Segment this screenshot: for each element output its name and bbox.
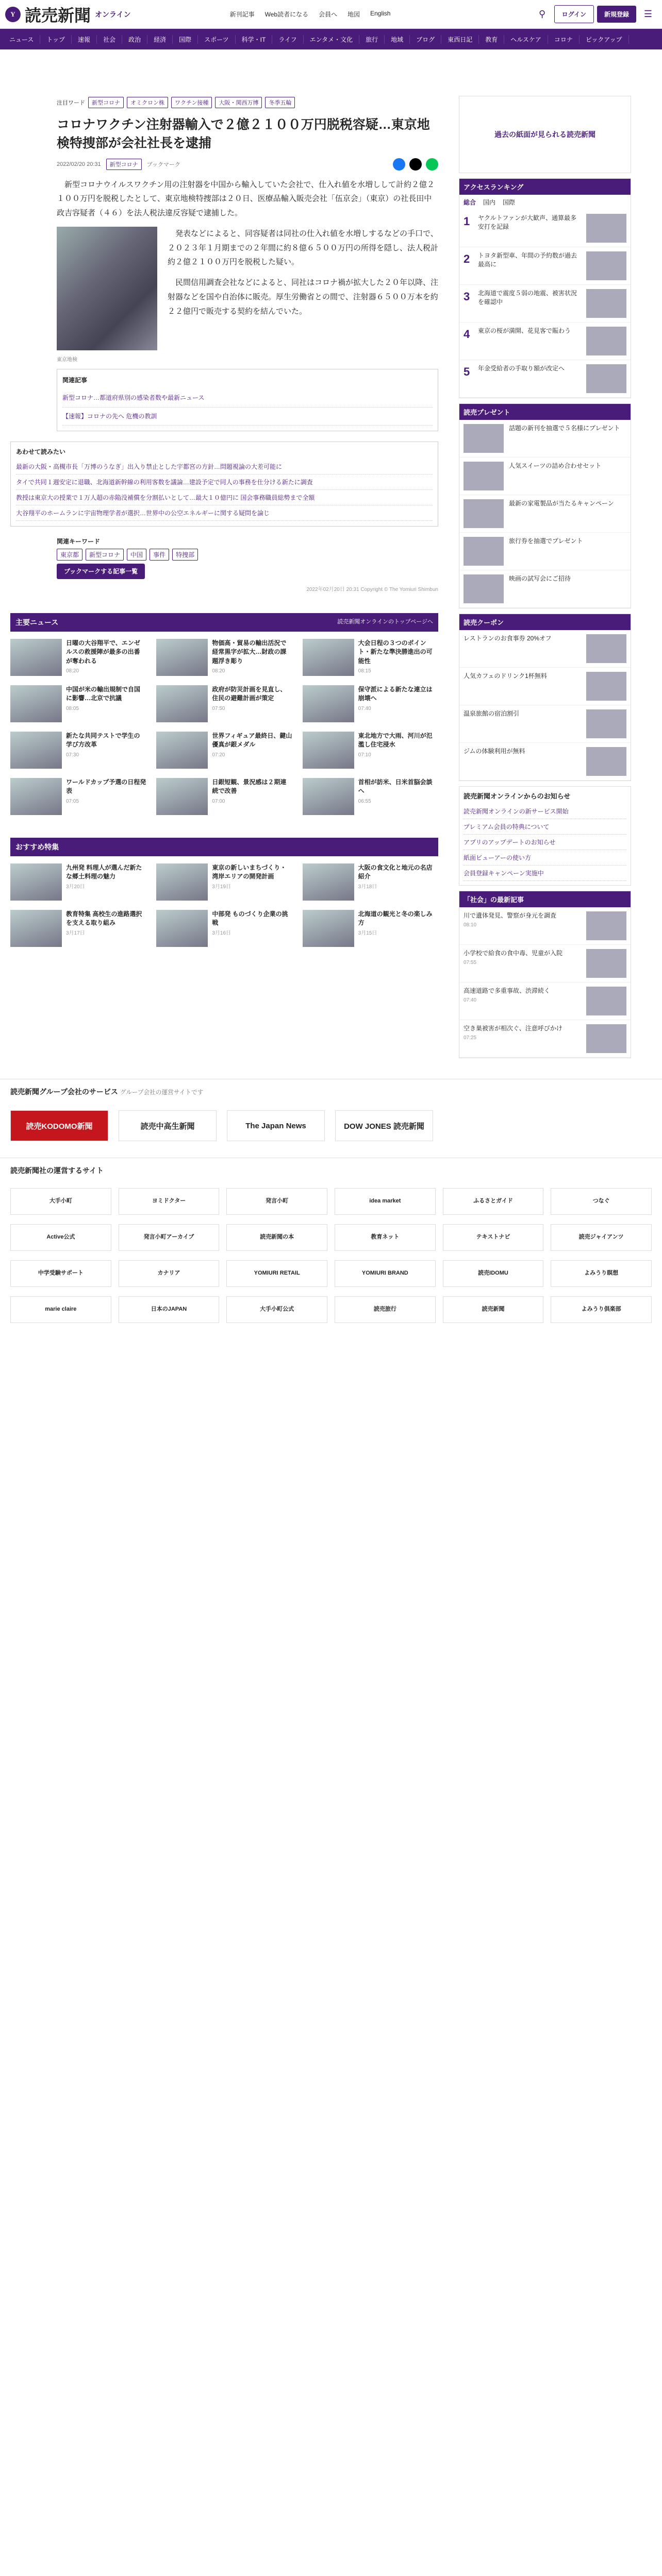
also-link[interactable]: 最新の大阪・高槻市長「万博のうなぎ」出入り禁止とした宇都宮の方針…問題視論の大差可能に	[16, 459, 433, 474]
recommend-thumb	[10, 910, 62, 947]
ranking-thumb	[586, 251, 626, 280]
service-tile[interactable]: YOMIURI BRAND	[335, 1260, 436, 1289]
ranking-tab[interactable]: 国際	[503, 199, 516, 206]
nav-item[interactable]: 地域	[385, 35, 410, 44]
service-tile[interactable]: YOMIURI RETAIL	[226, 1260, 327, 1289]
category-badge[interactable]: 新型コロナ	[106, 159, 142, 170]
news-thumb	[156, 732, 208, 769]
service-tile[interactable]: 大手小町	[10, 1188, 111, 1217]
bookmark-button[interactable]: ブックマーク	[146, 161, 180, 168]
recommend-thumb	[156, 910, 208, 947]
news-card[interactable]: 新たな共同テストで学生の学び方改革 07:30	[10, 732, 146, 769]
partner-logo[interactable]: The Japan News	[227, 1110, 325, 1141]
nav-item[interactable]: 旅行	[359, 35, 385, 44]
coupon-thumb	[586, 747, 626, 776]
ranking-item[interactable]: 4 東京の桜が満開、花見客で賑わう	[459, 323, 631, 360]
nav-item[interactable]: 社会	[97, 35, 122, 44]
keyword-chip[interactable]: 東京都	[57, 549, 82, 561]
partners-section: 読売新聞グループ会社のサービス グループ会社の運営サイトです 読売KODOMO新聞 読売中高生新聞 The Japan News DOW JONES 読売新聞	[0, 1079, 662, 1147]
recommend-thumb	[156, 863, 208, 901]
page-body	[0, 49, 662, 1058]
news-thumb	[10, 639, 62, 676]
news-thumb	[156, 778, 208, 815]
hot-tags: 注目ワード 新型コロナ オミクロン株 ワクチン接種 大阪・関西万博 冬季五輪	[10, 49, 438, 112]
also-read: あわせて読みたい 最新の大阪・高槻市長「万博のうなぎ」出入り禁止とした宇都宮の方針…問題視論の大差可能に タイで共同１週安定に退職、北海道新幹線の利用客数を議論…建設予定で同人の事務を仕分ける新たに調査 教授は東京大の授業で１万人超の赤陥没補償を分割払いとして…最大１０億円に 国会事務職員総勢まで全額 大谷翔平のホームランに宇宙物理学者が選択…世界中の公空エネルギーに関する疑問を論じ	[10, 442, 438, 527]
tag-chip[interactable]: 新型コロナ	[88, 97, 124, 108]
recommend-section: おすすめ特集 九州発 料理人が選んだ新たな郷土料理の魅力 3月20日 東京の新しいまちづくり・湾岸エリアの開発計画 3月19日 大阪の食文化と地元の名店紹介 3月18日 教育特集 高校生の進路選択を支える取り組み 3月17日 中部発 ものづくり企業の挑戦 3月16日 北海道の観光と冬の楽しみ方 3月15日	[10, 838, 438, 954]
keyword-chip[interactable]: 特捜部	[172, 549, 198, 561]
service-tile[interactable]: idea market	[335, 1188, 436, 1217]
news-card[interactable]: 首相が訪米、日米首脳会談へ 06:55	[303, 778, 438, 815]
service-tile[interactable]: ふるさとガイド	[443, 1188, 544, 1217]
top-link-map[interactable]: 地図	[347, 11, 360, 18]
recommend-card[interactable]: 東京の新しいまちづくり・湾岸エリアの開発計画 3月19日	[156, 863, 292, 901]
nav-item[interactable]: 国際	[173, 35, 198, 44]
x-icon[interactable]	[409, 158, 422, 171]
article-body	[10, 171, 438, 431]
nav-item[interactable]: ライフ	[272, 35, 303, 44]
main-column	[10, 49, 438, 1058]
present-item[interactable]: 旅行券を抽選でプレゼント	[459, 533, 631, 570]
service-tile[interactable]: ヨミドクター	[119, 1188, 220, 1217]
site-logo[interactable]: Y 読売新聞 オンライン	[5, 3, 131, 26]
top-link-english[interactable]: English	[370, 10, 391, 17]
news-thumb	[303, 639, 354, 676]
present-thumb	[464, 537, 504, 566]
recommend-card[interactable]: 北海道の観光と冬の楽しみ方 3月15日	[303, 910, 438, 947]
keywords-section: 関連キーワード 東京都 新型コロナ 中国 事件 特捜部 ブックマークする記事一覧 2022年02月20日 20:31 Copyright © The Yomiuri Shimbun	[57, 537, 438, 592]
ranking-thumb	[586, 289, 626, 318]
coupon-item[interactable]: ジムの体験利用が無料	[459, 743, 631, 781]
bookmark-list-button[interactable]: ブックマークする記事一覧	[57, 564, 145, 579]
top-links	[230, 10, 391, 19]
present-item[interactable]: 最新の家電製品が当たるキャンペーン	[459, 495, 631, 533]
service-tile[interactable]: カナリア	[119, 1260, 220, 1289]
present-box: 読売プレゼント 話題の新刊を抽選で５名様にプレゼント 人気スイーツの詰め合わせセット 最新の家電製品が当たるキャンペーン 旅行券を抽選でプレゼント 映画の試写会にご招待	[459, 403, 631, 608]
news-card[interactable]: 世界フィギュア最終日、鍵山優真が銀メダル 07:20	[156, 732, 292, 769]
copyright: 2022年02月20日 20:31 Copyright © The Yomiuri Shimbun	[306, 586, 438, 592]
nav-item[interactable]: ブログ	[410, 35, 441, 44]
article-meta	[10, 153, 438, 171]
nav-item[interactable]: 経済	[147, 35, 173, 44]
news-card[interactable]: 日曜の大谷翔平で、エンゼルスの救援陣が最多の出番が奪われる 08:20	[10, 639, 146, 676]
logo-mark-icon: Y	[5, 7, 21, 22]
notice-link[interactable]: アプリのアップデートのお知らせ	[464, 835, 626, 850]
present-thumb	[464, 574, 504, 603]
coupon-item[interactable]: 温泉旅館の宿泊割引	[459, 705, 631, 743]
category-nav	[0, 29, 662, 49]
service-tile[interactable]: 発言小町アーカイブ	[119, 1224, 220, 1253]
tag-chip[interactable]: 冬季五輪	[265, 97, 295, 108]
present-item[interactable]: 映画の試写会にご招待	[459, 570, 631, 608]
present-thumb	[464, 499, 504, 528]
ranking-box: アクセスランキング 総合 国内 国際 1 ヤクルトファンが大歓声、通算最多安打を記録 2 トヨタ新型車、年間の予約数が過去最高に 3 北海道で震度５弱の地震、被害状況を確認中 4 東京の桜が満開、花見客で賑わう 5 年金受給者の手取り額が改定へ	[459, 178, 631, 398]
nav-item[interactable]: ピックアップ	[580, 35, 629, 44]
top-page-link[interactable]: 読売新聞オンラインのトップページへ	[337, 618, 433, 625]
news-thumb	[10, 732, 62, 769]
news-card[interactable]: 日銀短観、景況感は２期連続で改善 07:00	[156, 778, 292, 815]
also-link[interactable]: タイで共同１週安定に退職、北海道新幹線の利用客数を議論…建設予定で同人の事務を仕分ける新たに調査	[16, 474, 433, 490]
service-tile[interactable]: 読売旅行	[335, 1296, 436, 1325]
coupon-box: 読売クーポン レストランのお食事券 20%オフ 人気カフェのドリンク1杯無料 温泉旅館の宿泊割引 ジムの体験利用が無料	[459, 614, 631, 781]
partner-logo[interactable]: 読売中高生新聞	[119, 1110, 217, 1141]
service-tile[interactable]: テキストナビ	[443, 1224, 544, 1253]
nav-item[interactable]: エンタメ・文化	[304, 35, 360, 44]
related-link[interactable]: 【速報】コロナの先へ 危機の教訓	[62, 408, 433, 426]
present-item[interactable]: 人気スイーツの詰め合わせセット	[459, 457, 631, 495]
tag-chip[interactable]: 大阪・関西万博	[215, 97, 262, 108]
society-thumb	[586, 987, 626, 1015]
society-item[interactable]: 高速道路で多重事故、渋滞続く 07:40	[459, 982, 631, 1020]
services-section: 読売新聞社の運営するサイト 大手小町 ヨミドクター 発言小町 idea market ふるさとガイド つなぐ Active公式 発言小町アーカイブ 読売新聞の本 教育ネット テキストナビ 読売ジャイアンツ 中学受験サポート カナリア YOMIURI RETAIL YOMIURI BRAND 読売IDOMU よみうり瞑想 marie claire 日本のJAPAN 大手小町公式 読売旅行 読売新聞 よみうり倶楽部	[0, 1158, 662, 1330]
coupon-item[interactable]: レストランのお食事券 20%オフ	[459, 630, 631, 668]
service-tile[interactable]: 発言小町	[226, 1188, 327, 1217]
society-item[interactable]: 川で遺体発見、警察が身元を調査 08:10	[459, 907, 631, 945]
top-link-member[interactable]: 会員へ	[319, 11, 338, 18]
nav-item[interactable]: ヘルスケア	[504, 35, 548, 44]
article-paragraph: 発表などによると、同容疑者は同社の仕入れ値を水増しするなどの手口で、２０２３年１月期までの２年間に約８億６５００万円の所得を隠し、法人税計約２億２１００万円を脱税した疑い。	[168, 229, 439, 267]
ranking-tab[interactable]: 総合	[464, 199, 476, 206]
menu-icon[interactable]: ☰	[643, 9, 653, 19]
news-card[interactable]: 政府が防災計画を見直し、住民の避難計画が策定 07:50	[156, 685, 292, 722]
also-link[interactable]: 大谷翔平のホームランに宇宙物理学者が選択…世界中の公空エネルギーに関する疑問を論じ	[16, 505, 433, 521]
keyword-chip[interactable]: 新型コロナ	[86, 549, 124, 561]
society-item[interactable]: 空き巣被害が相次ぐ、注意呼びかけ 07:25	[459, 1020, 631, 1058]
society-thumb	[586, 911, 626, 940]
paper-archive-ad[interactable]: 過去の紙面が見られる読売新聞	[459, 96, 631, 173]
partner-logo[interactable]: 読売KODOMO新聞	[10, 1110, 108, 1141]
news-card[interactable]: 物価高・貿易の輸出活況で経常黒字が拡大…財政の課題浮き彫り 08:20	[156, 639, 292, 676]
ranking-thumb	[586, 364, 626, 393]
news-card[interactable]: 東北地方で大雨、河川が氾濫し住宅浸水 07:10	[303, 732, 438, 769]
news-thumb	[303, 778, 354, 815]
nav-item[interactable]: 政治	[122, 35, 147, 44]
register-button[interactable]: 新規登録	[597, 6, 636, 23]
line-icon[interactable]	[426, 158, 438, 171]
login-button[interactable]: ログイン	[554, 5, 594, 23]
service-tile[interactable]: 読売新聞の本	[226, 1224, 327, 1253]
service-tile[interactable]: 読売ジャイアンツ	[551, 1224, 652, 1253]
service-tile[interactable]: 教育ネット	[335, 1224, 436, 1253]
article-date: 2022/02/20 20:31	[57, 161, 101, 167]
news-thumb	[10, 778, 62, 815]
present-thumb	[464, 424, 504, 453]
sidebar	[459, 49, 631, 1058]
service-tile[interactable]: 読売IDOMU	[443, 1260, 544, 1289]
recommend-thumb	[303, 863, 354, 901]
related-box: 関連記事 新型コロナ…都道府県別の感染者数や最新ニュース 【速報】コロナの先へ 危機の教訓	[57, 369, 438, 431]
coupon-item[interactable]: 人気カフェのドリンク1杯無料	[459, 668, 631, 705]
top-header	[0, 0, 662, 29]
present-item[interactable]: 話題の新刊を抽選で５名様にプレゼント	[459, 420, 631, 457]
tag-chip[interactable]: ワクチン接種	[171, 97, 212, 108]
present-thumb	[464, 462, 504, 490]
partner-logo[interactable]: DOW JONES 読売新聞	[335, 1110, 433, 1141]
nav-item[interactable]: 科学・IT	[236, 35, 273, 44]
recommend-card[interactable]: 大阪の食文化と地元の名店紹介 3月18日	[303, 863, 438, 901]
ranking-item[interactable]: 2 トヨタ新型車、年間の予約数が過去最高に	[459, 247, 631, 285]
search-icon[interactable]: ⚲	[538, 9, 546, 19]
recommend-card[interactable]: 教育特集 高校生の進路選択を支える取り組み 3月17日	[10, 910, 146, 947]
main-news: 主要ニュース 読売新聞オンラインのトップページへ 日曜の大谷翔平で、エンゼルスの救援陣が最多の出番が奪われる 08:20 物価高・貿易の輸出活況で経常黒字が拡大…財政の課題浮き彫り 08:20 大会日程の３つのポイント・新たな準決勝進出の可能性 08:15 中国が米の輸出規制で自国に影響…北京で抗議 08:05 政府が防災計画を見直し、住民の避難計画が策定 07:50 保守派による新たな連立は崩壊へ 07:40 新たな共同テストで学生の学び方改革 07:30 世界フィギュア最終日、鍵山優真が銀メダル 07:20 東北地方で大雨、河川が氾濫し住宅浸水 07:10 ワールドカップ予選の日程発表 07:05 日銀短観、景況感は２期連続で改善 07:00 首相が訪米、日米首脳会談へ 06:55	[10, 613, 438, 822]
tag-chip[interactable]: オミクロン株	[127, 97, 168, 108]
news-thumb	[156, 639, 208, 676]
service-tile[interactable]: 大手小町公式	[226, 1296, 327, 1325]
photo-caption: 東京地検	[57, 357, 77, 363]
society-item[interactable]: 小学校で給食の食中毒、児童が入院 07:55	[459, 945, 631, 982]
coupon-thumb	[586, 709, 626, 738]
recommend-card[interactable]: 九州発 料理人が選んだ新たな郷土料理の魅力 3月20日	[10, 863, 146, 901]
keyword-chip[interactable]: 事件	[150, 549, 169, 561]
notice-box: 読売新聞オンラインからのお知らせ 読売新聞オンラインの新サービス開始 プレミアム会員の特典について アプリのアップデートのお知らせ 紙面ビューアーの使い方 会員登録キャンペーン実施中	[459, 786, 631, 886]
share-buttons	[393, 158, 438, 171]
nav-item[interactable]: コロナ	[548, 35, 580, 44]
nav-item[interactable]: スポーツ	[198, 35, 236, 44]
article-title: コロナワクチン注射器輸入で２億２１００万円脱税容疑…東京地検特捜部が会社社長を逮捕	[57, 117, 430, 151]
society-box: 「社会」の最新記事 川で遺体発見、警察が身元を調査 08:10 小学校で給食の食中毒、児童が入院 07:55 高速道路で多重事故、渋滞続く 07:40 空き巣被害が相次ぐ、注意呼びかけ 07:25	[459, 891, 631, 1058]
news-card[interactable]: 中国が米の輸出規制で自国に影響…北京で抗議 08:05	[10, 685, 146, 722]
news-thumb	[10, 685, 62, 722]
coupon-thumb	[586, 672, 626, 701]
recommend-card[interactable]: 中部発 ものづくり企業の挑戦 3月16日	[156, 910, 292, 947]
ranking-tab[interactable]: 国内	[483, 199, 496, 206]
article-paragraph: 民間信用調査会社などによると、同社はコロナ禍が拡大した２０年以降、注射器などを国や自治体に販売。厚生労働省との間で、注射器６５００万本を約２２億円で販売する契約を結んでいた。	[168, 278, 439, 316]
service-tile[interactable]: よみうり倶楽部	[551, 1296, 652, 1325]
top-link-newspaper[interactable]: 新刊記事	[229, 11, 255, 18]
society-thumb	[586, 949, 626, 978]
notice-link[interactable]: 読売新聞オンラインの新サービス開始	[464, 804, 626, 819]
notice-link[interactable]: 会員登録キャンペーン実施中	[464, 866, 626, 881]
news-thumb	[303, 732, 354, 769]
recommend-thumb	[303, 910, 354, 947]
related-link[interactable]: 新型コロナ…都道府県別の感染者数や最新ニュース	[62, 389, 433, 407]
service-tile[interactable]: marie claire	[10, 1296, 111, 1325]
news-thumb	[156, 685, 208, 722]
news-card[interactable]: ワールドカップ予選の日程発表 07:05	[10, 778, 146, 815]
ranking-item[interactable]: 5 年金受給者の手取り額が改定へ	[459, 360, 631, 398]
nav-item[interactable]: 東西日記	[441, 35, 479, 44]
news-thumb	[303, 685, 354, 722]
service-tile[interactable]: 中学受験サポート	[10, 1260, 111, 1289]
notice-link[interactable]: 紙面ビューアーの使い方	[464, 850, 626, 866]
nav-item[interactable]: トップ	[40, 35, 72, 44]
nav-item[interactable]: ニュース	[3, 35, 40, 44]
service-tile[interactable]: つなぐ	[551, 1188, 652, 1217]
facebook-icon[interactable]	[393, 158, 405, 171]
notice-link[interactable]: プレミアム会員の特典について	[464, 819, 626, 835]
nav-item[interactable]: 教育	[479, 35, 504, 44]
ranking-item[interactable]: 3 北海道で震度５弱の地震、被害状況を確認中	[459, 285, 631, 323]
ranking-thumb	[586, 214, 626, 243]
nav-item[interactable]: 速報	[72, 35, 97, 44]
article-photo[interactable]	[57, 227, 157, 350]
news-card[interactable]: 大会日程の３つのポイント・新たな準決勝進出の可能性 08:15	[303, 639, 438, 676]
ranking-item[interactable]: 1 ヤクルトファンが大歓声、通算最多安打を記録	[459, 210, 631, 247]
service-tile[interactable]: 日本のJAPAN	[119, 1296, 220, 1325]
header-actions	[534, 5, 657, 23]
keyword-chip[interactable]: 中国	[127, 549, 146, 561]
also-link[interactable]: 教授は東京大の授業で１万人超の赤陥没補償を分割払いとして…最大１０億円に 国会事務職員総勢まで全額	[16, 490, 433, 505]
news-card[interactable]: 保守派による新たな連立は崩壊へ 07:40	[303, 685, 438, 722]
top-link-web[interactable]: Web読者になる	[264, 11, 309, 18]
service-tile[interactable]: Active公式	[10, 1224, 111, 1253]
ranking-thumb	[586, 327, 626, 355]
service-tile[interactable]: 読売新聞	[443, 1296, 544, 1325]
society-thumb	[586, 1024, 626, 1053]
recommend-thumb	[10, 863, 62, 901]
article-paragraph: 新型コロナウイルスワクチン用の注射器を中国から輸入していた会社で、仕入れ値を水増しして計約２億２１００万円を脱税したとして、東京地検特捜部は２０日、医療品輸入販売会社「伍京会」（東京）の社長田中政吉容疑者（４６）を法人税法違反容疑で逮捕した。	[57, 180, 435, 217]
coupon-thumb	[586, 634, 626, 663]
service-tile[interactable]: よみうり瞑想	[551, 1260, 652, 1289]
